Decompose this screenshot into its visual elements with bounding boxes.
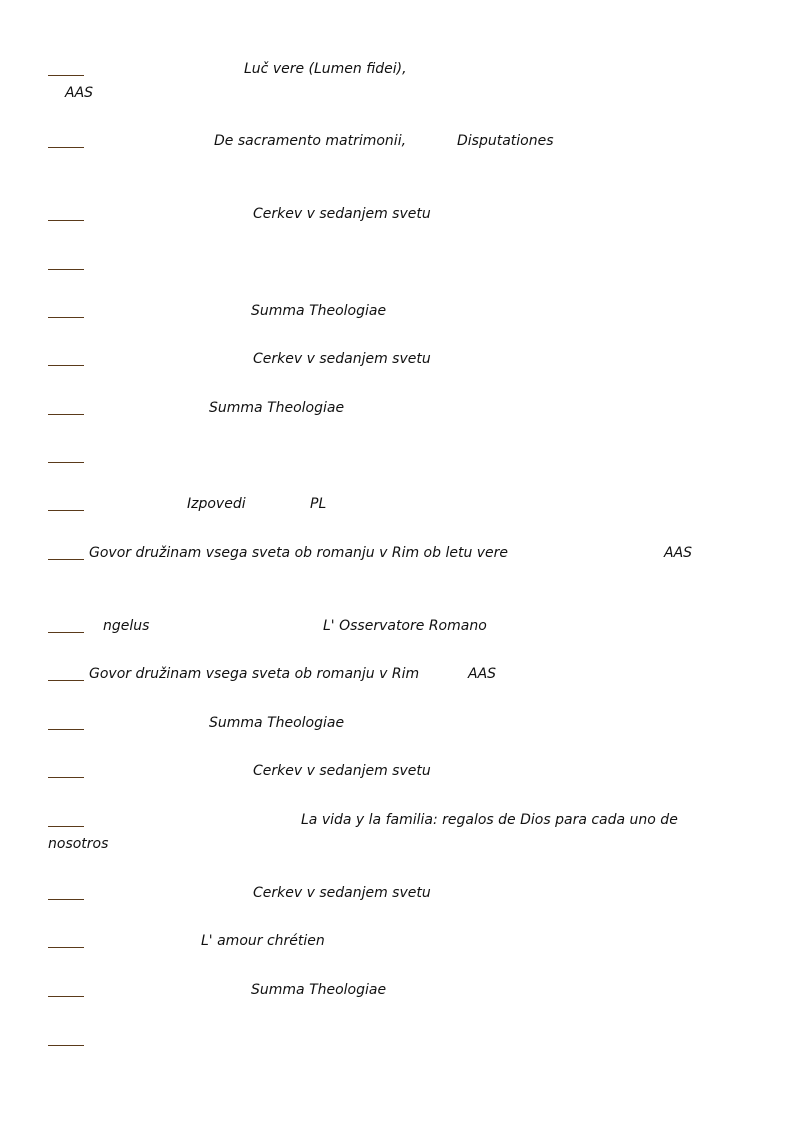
footnote-mark xyxy=(48,414,84,415)
footnote-mark xyxy=(48,269,84,270)
footnote-mark xyxy=(48,996,84,997)
footnote-mark xyxy=(48,75,84,76)
footnote-text: Summa Theologiae xyxy=(209,400,345,416)
footnote-text: Cerkev v sedanjem svetu xyxy=(253,763,431,779)
footnote-18 xyxy=(48,981,748,1001)
footnote-text: Izpovedi xyxy=(187,496,246,512)
footnote-text: Summa Theologiae xyxy=(209,715,345,731)
footnote-text: Cerkev v sedanjem svetu xyxy=(253,206,431,222)
footnote-14 xyxy=(48,762,748,782)
footnote-11 xyxy=(48,617,748,637)
footnote-3 xyxy=(48,205,748,225)
footnote-text: PL xyxy=(310,496,327,512)
footnote-text: AAS xyxy=(664,545,693,561)
footnote-text: Summa Theologiae xyxy=(251,303,387,319)
footnote-mark xyxy=(48,947,84,948)
footnote-8 xyxy=(48,447,748,467)
footnote-16 xyxy=(48,884,748,904)
footnote-mark xyxy=(48,220,84,221)
footnote-10 xyxy=(48,544,748,564)
footnote-text: Luč vere (Lumen fidei), xyxy=(244,61,407,77)
footnote-19 xyxy=(48,1030,748,1050)
footnote-mark xyxy=(48,462,84,463)
footnote-mark xyxy=(48,899,84,900)
footnote-mark xyxy=(48,680,84,681)
footnote-mark xyxy=(48,365,84,366)
footnote-1 xyxy=(48,60,748,101)
footnote-7 xyxy=(48,399,748,419)
footnote-mark xyxy=(48,317,84,318)
footnote-text: L' Osservatore Romano xyxy=(323,618,487,634)
footnote-13 xyxy=(48,714,748,734)
footnote-mark xyxy=(48,1045,84,1046)
footnote-text: Cerkev v sedanjem svetu xyxy=(253,885,431,901)
footnote-mark xyxy=(48,559,84,560)
footnote-5 xyxy=(48,302,748,322)
footnote-17 xyxy=(48,932,748,952)
footnote-mark xyxy=(48,729,84,730)
footnote-text: Govor družinam vsega sveta ob romanju v Rim ob letu vere xyxy=(89,545,509,561)
footnote-text: Summa Theologiae xyxy=(251,982,387,998)
footnote-4 xyxy=(48,254,748,274)
footnote-text: AAS xyxy=(65,85,94,101)
footnote-9 xyxy=(48,495,748,515)
footnote-text: Govor družinam vsega sveta ob romanju v Rim xyxy=(89,666,420,682)
footnote-text: Cerkev v sedanjem svetu xyxy=(253,351,431,367)
footnote-mark xyxy=(48,147,84,148)
footnote-text: ngelus xyxy=(103,618,150,634)
footnote-mark xyxy=(48,777,84,778)
footnote-2 xyxy=(48,132,748,152)
footnote-text: La vida y la familia: regalos de Dios para cada uno de xyxy=(301,812,678,828)
footnote-12 xyxy=(48,665,748,685)
footnote-text: L' amour chrétien xyxy=(201,933,325,949)
footnote-mark xyxy=(48,826,84,827)
footnote-text: De sacramento matrimonii, xyxy=(214,133,407,149)
footnote-6 xyxy=(48,350,748,370)
footnote-text: nosotros xyxy=(48,836,109,852)
footnote-mark xyxy=(48,510,84,511)
footnote-15 xyxy=(48,811,748,852)
footnote-text: Disputationes xyxy=(457,133,554,149)
footnote-mark xyxy=(48,632,84,633)
footnote-text: AAS xyxy=(468,666,497,682)
